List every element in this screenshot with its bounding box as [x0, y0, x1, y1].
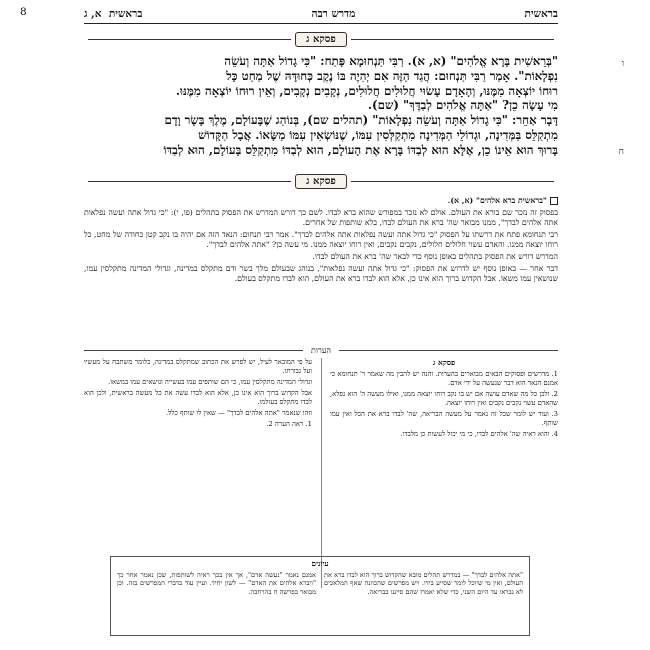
note-paragraph: 1. מדרשים ופסוקים הבאים מבוארים בהערות. והנה יש להבין מה שאמר ר' תנחומא כי אמנם הנאד הוא דבר שנעשה על ידי אדם. [330, 370, 558, 387]
square-marker-icon [550, 197, 558, 205]
commentary-block [84, 196, 558, 286]
main-line: רוּחוֹ יוֹצְאָה מִמֶּנּוּ, וְהָאָדָם עָשׂוּי חֲלוּלִים חֲלוּלִים, נְקָבִים נְקָבִים, וְאֵין רוּחוֹ יוֹצְאָה מִמֶּנּוּ. [175, 83, 558, 98]
header-rule [84, 23, 558, 24]
running-header [84, 7, 558, 21]
main-text [84, 54, 558, 158]
notes-label: הערות [311, 346, 331, 355]
section-banner-commentary [84, 174, 558, 188]
commentary-lemma: "בראשית ברא אלהים" (א, א). [84, 196, 558, 207]
line-number-1: ו [621, 59, 624, 69]
insights-left: אמנם נאמר "נעשה אדם", אך אין בכך ראיה לשותפות, שכן נאמר אחר כך "ויברא אלהים את האדם" — לשון יחיד. ועיין עוד בדברי המפרשים בזה. וכן מבואר בפרשה ח בהרחבה. [117, 570, 316, 596]
main-line: מִתְקַלֵּס בַּמְּדִינָה, וּגְדוֹלֵי הַמְּדִינָה מִתְקַלְּסִין עִמּוֹ, שֶׁנּוֹשְׂאִין עִמּוֹ מַשָּׂאוֹ. אֲבָל הַקָּדוֹשׁ [198, 127, 558, 142]
notes-left-column [84, 358, 312, 431]
main-line: נִפְלָאוֹת". אָמַר רַבִּי תַּנְחוּם: הֲגַד הַזֶּה אִם יְהִיֶה בּוֹ נֶקֶב כְּחוּדָּהּ שֶׁל מַחַט כָּל [226, 68, 558, 83]
section-banner-top [84, 32, 558, 46]
insights-heading: עיונים [311, 559, 329, 568]
note-paragraph: וגדולי המדינה מתקלסין עמו, כי הם שותפים עמו בעשייה ונושאים עמו במשאו. [108, 378, 312, 386]
commentary-paragraph: בפסוק זה נזכר שם בורא את העולם. אולם לא נזכר במפורש שהוא ברא לבדו. לשם כך דורש המדרש את הפסוק בתהלים (פו, י): "כי גדול אתה ועשה נפלאות אתה אלהים לבדך", ממנו מבואר שה' ברא את העולם לבדו, בלא שותפות של אחרים. [84, 207, 558, 228]
main-line: דָּבָר אַחֵר: "כִּי גָדוֹל אַתָּה וְעֹשֵׂה נִפְלָאוֹת" (תהלים שם), בְּנוֹהַג שֶׁבָּעוֹלָם, מֶלֶךְ בָּשָׂר וָדָם [164, 113, 558, 128]
main-line: "בְּרֵאשִׁית בָּרָא אֱלֹהִים" (א, א). רַבִּי תַּנְחוּמָא פָּתַח: "כִּי גָדוֹל אַתָּה וְעֹשֵׂה [224, 54, 558, 68]
notes-divider [84, 346, 558, 355]
commentary-paragraph: רבי תנחומא פתח את דרשתו על הפסוק "כי גדול אתה ועשה נפלאות אתה אלהים לבדך". אמר רבי תנחום: הנאד הזה אם יהיה בו נקב קטן כחודה של מחט, כל רוחו יוצאה ממנו. והאדם עשוי חלולים חלולים, נקבים נקבים, ואין רוחו יוצאה ממנו. מי עשה כן? "אתה אלהים לבדך". [84, 229, 558, 250]
note-paragraph: וזהו שנאמר "אתה אלהים לבדך" — שאין לו שותף כלל. [165, 409, 312, 417]
main-line: בָּרוּךְ הוּא אֵינוֹ כֵן, אֶלָּא הוּא לְבַדּוֹ בָּרָא אֶת הָעוֹלָם, הוּא לְבַדּוֹ מִתְקַלֵּס בָּעוֹלָם, הוּא לְבַדּוֹ [163, 142, 558, 157]
line-number-8: ח [618, 147, 624, 157]
main-line: מִי עָשָׂה כֵן? "אַתָּה אֱלֹהִים לְבַדֶּךָ" (שם). [367, 98, 558, 113]
header-book-right: בראשית [524, 8, 558, 20]
note-paragraph: 4. והוא ראיה שה' אלהים לבדו, כי מי יכול לעשות כן מלבדו. [400, 430, 558, 438]
section-label-commentary: פסקא ג [295, 174, 347, 189]
insights-right: "אתה אלהים לבדך" — במדרש תהלים מובא שהקדוש ברוך הוא לבדו ברא את העולם, ואין מי שיוכל לומר שסייע בידו. ויש מפרשים שהכוונה שאף המלאכים לא נבראו עד היום השני, כדי שלא יאמרו שהם סייעו בבריאה. [324, 570, 523, 596]
insights-box [110, 556, 530, 636]
note-paragraph: 1. ראה הערה 2. [266, 420, 312, 428]
note-paragraph: 3. ועוד יש לומר שכל זה נאמר על מעשה הבריאה, שה' לבדו ברא את הכל ואין עמו שותף. [330, 410, 558, 427]
note-paragraph: אבל הקדוש ברוך הוא אינו כן, אלא הוא לבדו עשה את כל מעשה בראשית, ולכן הוא לבדו מתקלס בעולמו. [84, 389, 312, 406]
commentary-paragraph: דבר אחר — באופן נוסף יש לדרוש את הפסוק: "כי גדול אתה ועשה נפלאות", בנוהג שבעולם מלך בשר ודם מתקלס במדינה, וגדולי המדינה מתקלסין עמו, שנושאין עמו משאו. אבל הקדוש ברוך הוא אינו כן, אלא הוא לבדו ברא את העולם, הוא לבדו מתקלס בעולם. [84, 263, 558, 284]
column-rule [321, 358, 322, 588]
header-chapter-ref: א, ג [84, 8, 102, 20]
page-number: 8 [20, 6, 27, 18]
header-title: מדרש רבה [311, 8, 356, 20]
note-paragraph: על פי המובאר לעיל, יש לפרש את הכתוב שמתקלס במדינה, כלומר משתבח על מעשיו ועל גבורתו. [84, 358, 312, 375]
notes-columns [84, 358, 558, 518]
notes-right-column [330, 358, 558, 441]
section-label-top: פסקא ג [295, 32, 347, 47]
header-book-left: בראשית א, ג [84, 8, 143, 20]
notes-right-heading: פסקא ג [432, 358, 456, 367]
note-paragraph: 2. ולכן כל מה שאדם עושה אם יש בו נקב רוחו יוצאה ממנו, ואילו מעשה ה' הוא נפלא, שהאדם עשוי נקבים נקבים ואין רוחו יוצאה. [330, 390, 558, 407]
commentary-paragraph: המדרש דורש את הפסוק בתהלים באופן נוסף כדי לבאר שה' ברא את העולם לבדו. [312, 251, 558, 261]
